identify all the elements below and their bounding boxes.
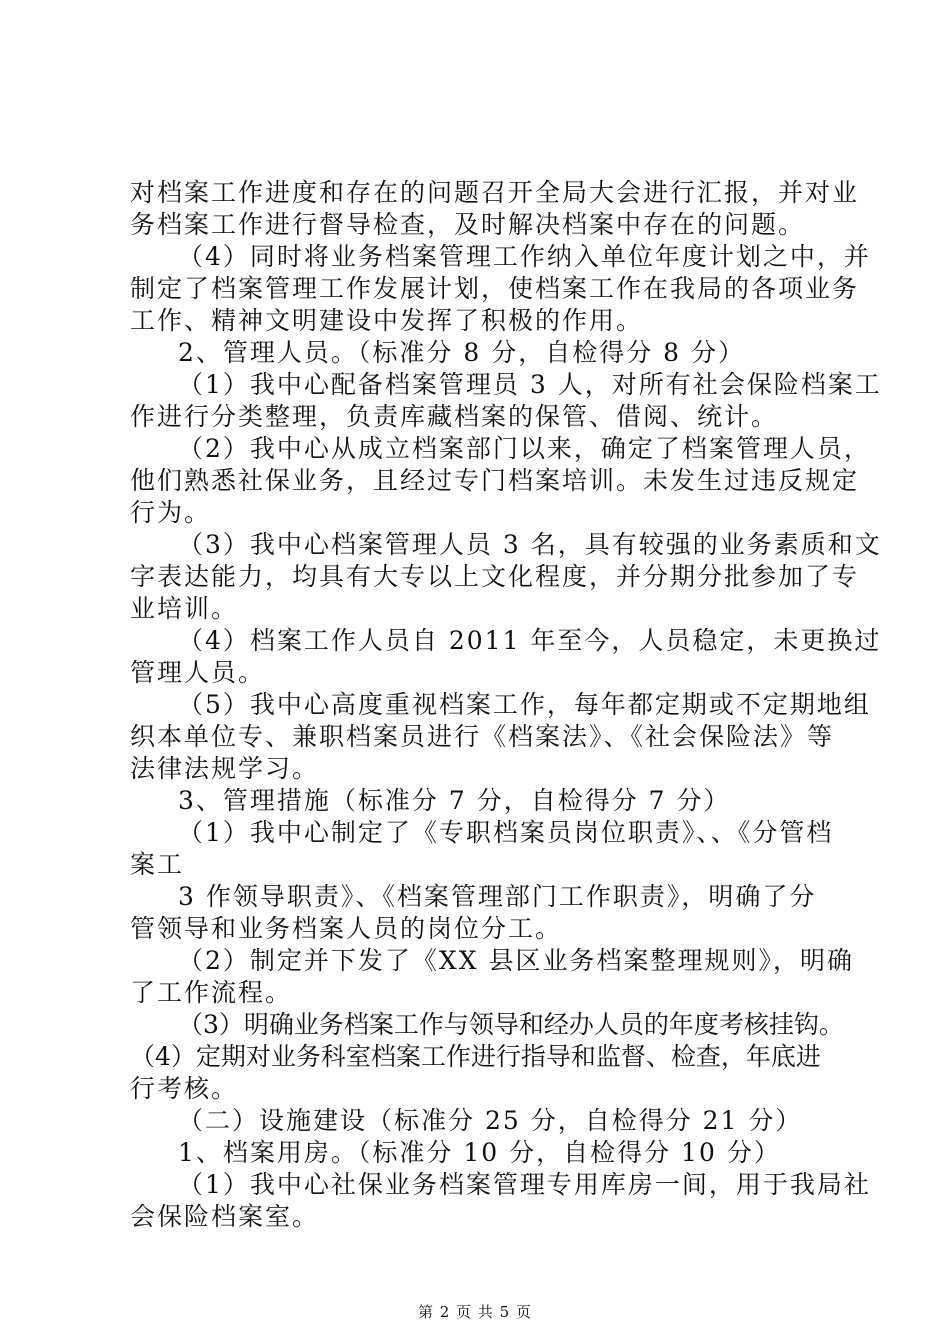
paragraph-line: 对档案工作进度和存在的问题召开全局大会进行汇报，并对业	[130, 178, 860, 207]
paragraph-line: 行为。	[130, 498, 212, 527]
section-heading: 2、管理人员。（标准分 8 分，自检得分 8 分）	[178, 338, 746, 367]
paragraph-line: 工作、精神文明建设中发挥了积极的作用。	[130, 306, 644, 335]
paragraph-line: 管理人员。	[130, 658, 266, 687]
paragraph-line: （2）制定并下发了《XX 县区业务档案整理规则》，明确	[178, 946, 854, 975]
paragraph-line: 法律法规学习。	[130, 754, 320, 783]
paragraph-line: 他们熟悉社保业务，且经过专门档案培训。未发生过违反规定	[130, 466, 860, 495]
paragraph-line: （4）档案工作人员自 2011 年至今，人员稳定，未更换过	[178, 626, 882, 655]
paragraph-line: （3）我中心档案管理人员 3 名，具有较强的业务素质和文	[178, 530, 882, 559]
paragraph-line: 制定了档案管理工作发展计划，使档案工作在我局的各项业务	[130, 274, 860, 303]
paragraph-line: （4）定期对业务科室档案工作进行指导和监督、检查，年底进	[130, 1042, 821, 1071]
paragraph-line: 行考核。	[130, 1074, 239, 1103]
paragraph-line: 了工作流程。	[130, 978, 293, 1007]
paragraph-line: （2）我中心从成立档案部门以来，确定了档案管理人员，	[178, 434, 871, 463]
section-heading: 3、管理措施（标准分 7 分，自检得分 7 分）	[178, 786, 731, 815]
paragraph-line: 织本单位专、兼职档案员进行《档案法》、《社会保险法》等	[130, 722, 835, 751]
paragraph-line: （1）我中心配备档案管理员 3 人，对所有社会保险档案工	[178, 370, 882, 399]
paragraph-line: 字表达能力，均具有大专以上文化程度，并分期分批参加了专	[130, 562, 860, 591]
paragraph-line: 会保险档案室。	[130, 1202, 320, 1231]
paragraph-line: （1）我中心制定了《专职档案员岗位职责》、、《分管档	[178, 818, 834, 847]
paragraph-line: 管领导和业务档案人员的岗位分工。	[130, 914, 563, 943]
section-heading: （二）设施建设（标准分 25 分，自检得分 21 分）	[178, 1106, 803, 1135]
paragraph-line: （5）我中心高度重视档案工作，每年都定期或不定期地组	[178, 690, 871, 719]
page-footer: 第 2 页 共 5 页	[418, 1303, 532, 1321]
paragraph-line: 3 作领导职责》、《档案管理部门工作职责》，明确了分	[178, 882, 817, 911]
paragraph-line: 务档案工作进行督导检查，及时解决档案中存在的问题。	[130, 210, 806, 239]
paragraph-line: （1）我中心社保业务档案管理专用库房一间，用于我局社	[178, 1170, 871, 1199]
paragraph-line: 业培训。	[130, 594, 239, 623]
paragraph-line: （3）明确业务档案工作与领导和经办人员的年度考核挂钩。	[178, 1010, 844, 1039]
paragraph-line: 案工	[130, 850, 185, 879]
paragraph-line: 作进行分类整理，负责库藏档案的保管、借阅、统计。	[130, 402, 779, 431]
paragraph-line: （4）同时将业务档案管理工作纳入单位年度计划之中，并	[178, 242, 871, 271]
section-heading: 1、档案用房。（标准分 10 分，自检得分 10 分）	[178, 1138, 781, 1167]
